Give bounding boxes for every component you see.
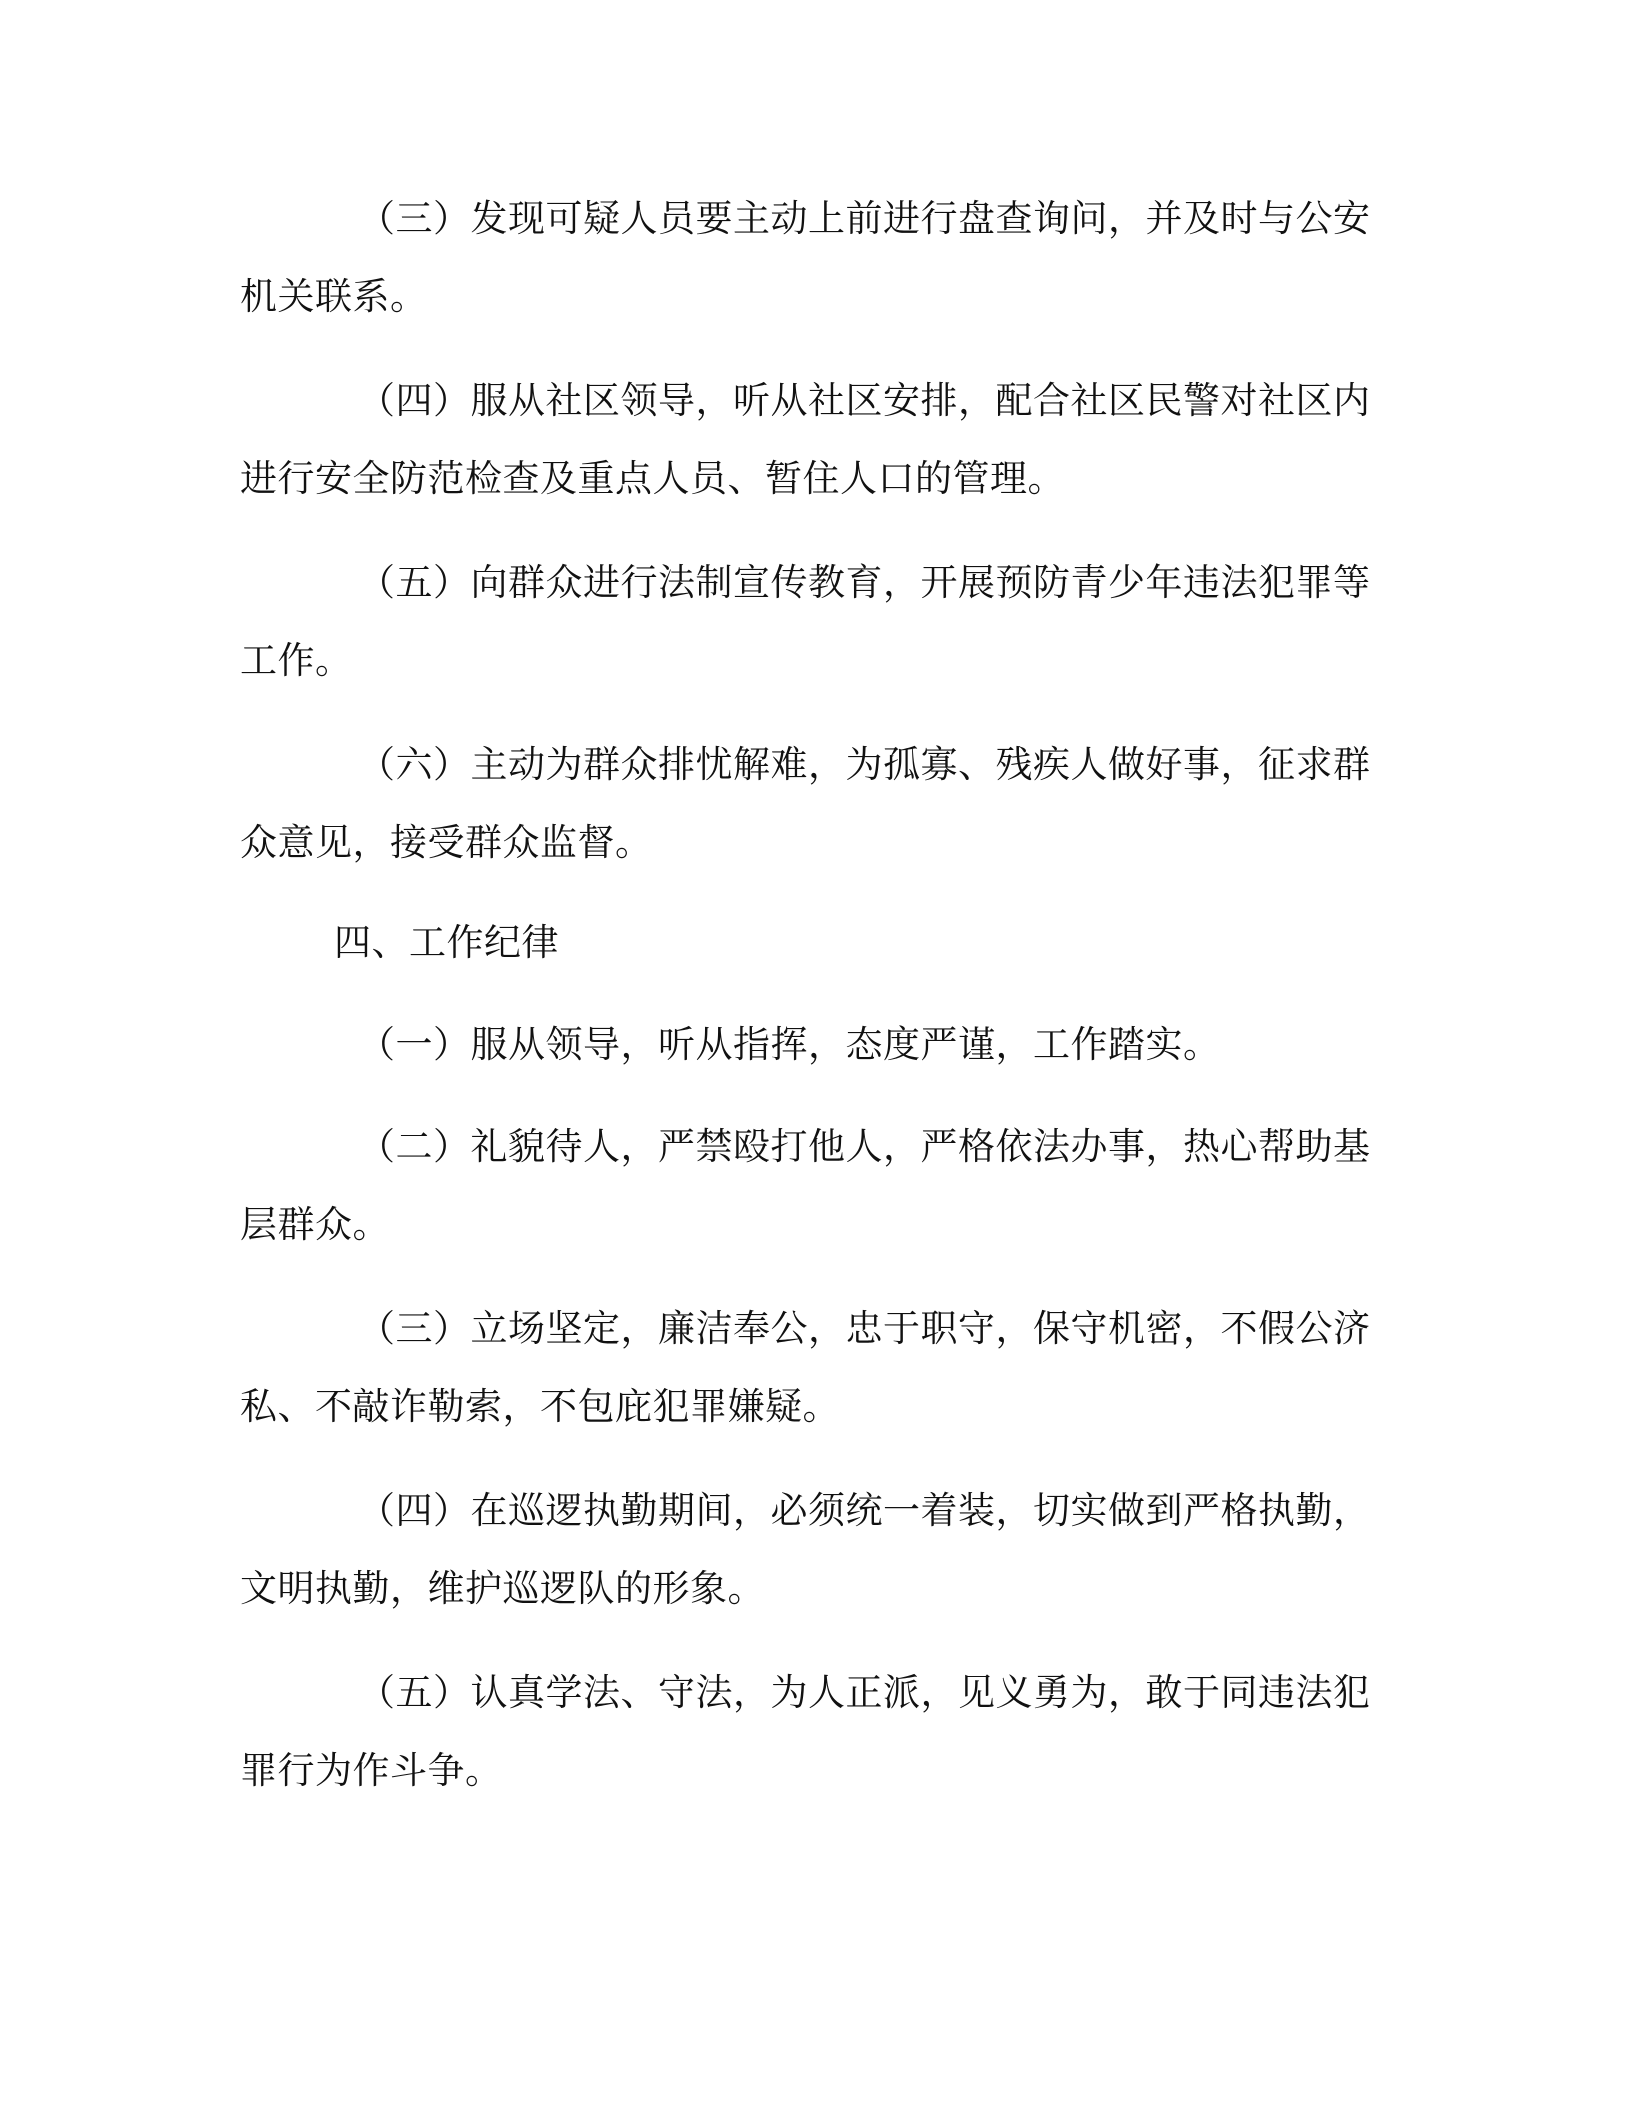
paragraph-duty-3: （三）发现可疑人员要主动上前进行盘查询问，并及时与公安机关联系。 — [240, 197, 1371, 318]
paragraph-discipline-2: （二）礼貌待人，严禁殴打他人，严格依法办事，热心帮助基层群众。 — [240, 1125, 1371, 1246]
paragraph-duty-6: （六）主动为群众排忧解难，为孤寡、残疾人做好事，征求群众意见，接受群众监督。 — [240, 743, 1371, 864]
paragraph-discipline-5: （五）认真学法、守法，为人正派，见义勇为，敢于同违法犯罪行为作斗争。 — [240, 1671, 1371, 1792]
paragraph-discipline-1: （一）服从领导，听从指挥，态度严谨，工作踏实。 — [358, 1023, 1221, 1066]
paragraph-discipline-3: （三）立场坚定，廉洁奉公，忠于职守，保守机密，不假公济私、不敲诈勒索，不包庇犯罪嫌疑。 — [240, 1307, 1371, 1428]
paragraph-discipline-4: （四）在巡逻执勤期间，必须统一着装，切实做到严格执勤，文明执勤，维护巡逻队的形象。 — [240, 1489, 1371, 1610]
paragraph-duty-5: （五）向群众进行法制宣传教育，开展预防青少年违法犯罪等工作。 — [240, 561, 1371, 682]
paragraph-duty-4: （四）服从社区领导，听从社区安排，配合社区民警对社区内进行安全防范检查及重点人员、暂住人口的管理。 — [240, 379, 1371, 500]
section-heading-work-discipline: 四、工作纪律 — [334, 921, 559, 964]
